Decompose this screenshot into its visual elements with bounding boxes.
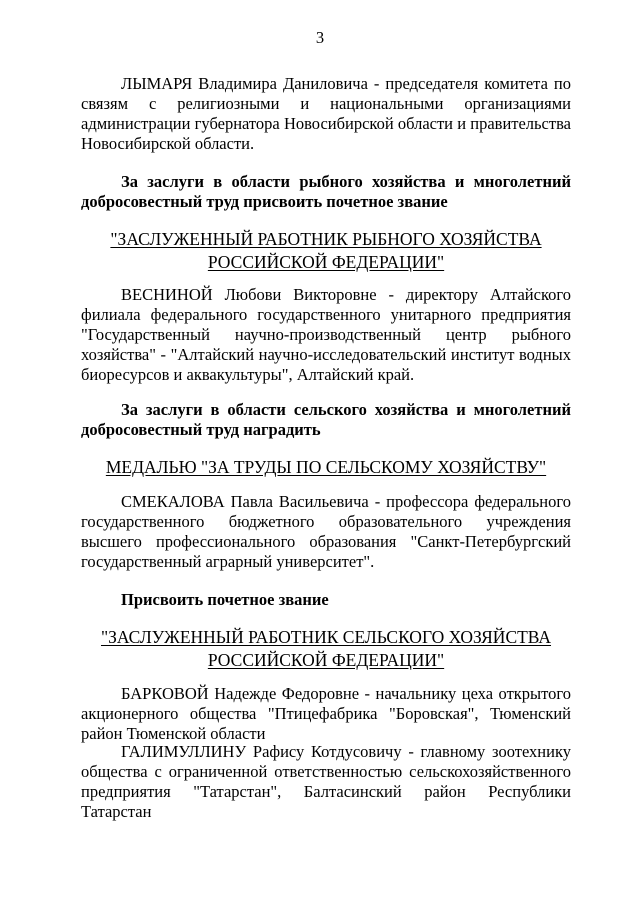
paragraph-barkovoy: БАРКОВОЙ Надежде Федоровне - начальнику цеха открытого акционерного общества "Птицефабрика "Боровская", Тюменский район Тюменской области [81,684,571,743]
heading-fish-award: За заслуги в области рыбного хозяйства и многолетний добросовестный труд присвоить почетное звание [81,172,571,211]
title-fish-industry [81,228,571,274]
title-agri-line-1: "ЗАСЛУЖЕННЫЙ РАБОТНИК СЕЛЬСКОГО ХОЗЯЙСТВА [100,627,552,647]
heading-assign-title: Присвоить почетное звание [121,590,329,609]
paragraph-galimullinu: ГАЛИМУЛЛИНУ Рафису Котдусовичу - главному зоотехнику общества с ограниченной ответственностью сельскохозяйственного предприятия "Татарстан", Балтасинский район Республики Татарстан [81,742,571,821]
paragraph-vesninoy: ВЕСНИНОЙ Любови Викторовне - директору Алтайского филиала федерального государственного унитарного предприятия "Государственный научно-производственный центр рыбного хозяйства" - "Алтайский научно-исследовательский институт водных биоресурсов и аквакультуры", Алтайский край. [81,285,571,384]
title-medal-line: МЕДАЛЬЮ "ЗА ТРУДЫ ПО СЕЛЬСКОМУ ХОЗЯЙСТВУ" [105,457,547,477]
title-agriculture-medal [81,456,571,479]
title-agriculture-worker [81,626,571,672]
title-fish-line-2: РОССИЙСКОЙ ФЕДЕРАЦИИ" [207,252,445,272]
heading-agriculture-award: За заслуги в области сельского хозяйства и многолетний добросовестный труд наградить [81,400,571,439]
paragraph-smekalova: СМЕКАЛОВА Павла Васильевича - профессора федерального государственного бюджетного образовательного учреждения высшего профессионального образования "Санкт-Петербургский государственный аграрный университет". [81,492,571,571]
paragraph-lymarya: ЛЫМАРЯ Владимира Даниловича - председателя комитета по связям с религиозными и национальными организациями администрации губернатора Новосибирской области и правительства Новосибирской области. [81,74,571,153]
page-number: 3 [315,28,325,47]
title-fish-line-1: "ЗАСЛУЖЕННЫЙ РАБОТНИК РЫБНОГО ХОЗЯЙСТВА [110,229,542,249]
title-agri-line-2: РОССИЙСКОЙ ФЕДЕРАЦИИ" [207,650,445,670]
